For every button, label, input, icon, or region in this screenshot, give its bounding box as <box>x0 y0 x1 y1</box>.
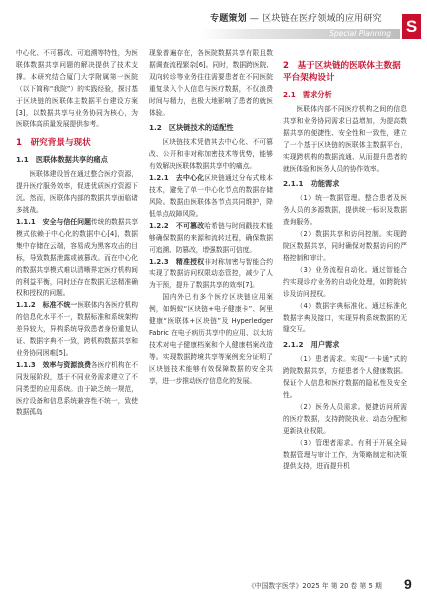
subsection-heading: 2.1.1 功能需求 <box>283 179 340 189</box>
page-number: 9 <box>404 576 412 592</box>
subsection-heading: 2.1.2 用户需求 <box>283 340 340 350</box>
paragraph: （3）管理者需求。有利于开展全局数据管理与审计工作，为策略制定和决策提供支持，进而提升机 <box>283 438 407 471</box>
column-3 <box>283 48 407 473</box>
title-separator: — <box>246 14 263 24</box>
subsection-heading: 2.1 需求分析 <box>283 90 332 99</box>
paragraph: 中心化、不可篡改、可追溯等特性，为医联体数据共享问题的解决提供了技术支撑。本研究结合厦门大学附属第一医院（以下简称“我院”）的实践经验，探讨基于区块链的医联体主数据平台建设方案[3]，以数据共享与业务协同为核心，为医联体高质量发展提供参考。 <box>16 49 138 129</box>
section-label: 专题策划 <box>210 14 247 24</box>
paragraph <box>16 360 138 420</box>
paragraph: 区块链技术凭借其去中心化、不可篡改、公开和非对称加密技术等优势，能够有效解决医联体数据共享中的痛点。 <box>149 138 273 171</box>
subsection-heading: 1.2 区块链技术的适配性 <box>149 123 234 133</box>
column-2 <box>149 48 273 387</box>
paragraph: 现象普遍存在，各医院数据共享有限且数据调查流程繁杂[6]。同时，数据跨医院、双向转诊等业务往往需要患者在不同医院重复录入个人信息与医疗数据，不仅浪费时间与精力，也极大地影响了患者的就医体验。 <box>149 49 273 117</box>
subheading-inline: 1.2.1 去中心化 <box>149 174 205 183</box>
subsection-heading: 1.1 医联体数据共享的痛点 <box>16 155 108 165</box>
paragraph <box>149 257 273 293</box>
paragraph-text: 哈希链与时间戳技术能够确保数据的来源和流转过程，确保数据可追溯、防篡改，增强数据可信度。 <box>149 221 273 254</box>
subheading-inline: 1.1.2 标准不统一 <box>16 301 78 310</box>
paragraph: （2）数据共享和访问控制。实现跨院区数据共享，同时确保对数据访问的严格控制和审计。 <box>283 230 407 262</box>
subheading-inline: 1.2.2 不可篡改 <box>149 221 205 230</box>
paragraph: （3）业务流程自动化。通过智能合约实现诊疗业务的自动化处理，如跨院转诊及访问授权。 <box>283 265 407 298</box>
section-english: Special Planning <box>329 29 391 38</box>
paragraph-text: 传统的数据共享模式依赖于中心化的数据中心[4]，数据集中存储在云端，容易成为黑客攻击的目标，导致数据泄露或被篡改。而在中心化的数据共享模式难以清晰界定医疗机构间的利益平衡，同时还存在数据无法精准确权和授权的问题。 <box>16 217 139 298</box>
paragraph-text: 区块链通过分布式账本技术，避免了单一中心化节点的数据存储风险。数据由医联体各节点共同维护，降低单点故障风险。 <box>149 174 273 218</box>
column-1 <box>16 48 138 419</box>
subheading-inline: 1.2.3 精准授权 <box>149 257 205 266</box>
running-title <box>210 11 382 24</box>
page-footer <box>0 576 427 596</box>
paragraph: （1）患者需求。实现“一卡通”式的跨院数据共享，方便患者个人健康数据。保证个人信息和医疗数据的隐私性及安全性。 <box>283 355 407 400</box>
section-heading: 2 基于区块链的医联体主数据平台架构设计 <box>283 61 401 83</box>
page-header <box>0 0 427 40</box>
topic-label: 区块链在医疗领域的应用研究 <box>262 14 382 24</box>
section-logo: S <box>402 14 421 39</box>
paragraph <box>149 221 273 257</box>
paragraph: 医联体内部不同医疗机构之间的信息共享和业务协同需求日益增加，为提高数据共享的便捷性、安全性和一致性，建立了一个基于区块链的医联体主数据平台，实现跨机构的数据流通、从而提升患者的就医体验和医务人员的协作效率。 <box>283 105 407 173</box>
subheading-inline: 1.1.3 效率与资源浪费 <box>16 360 92 369</box>
paragraph-text: 各医疗机构在不同发展阶段，基于不同业务需求建立了不同类型的应用系统。由于缺乏统一规范，医疗设备和信息系统兼容性不统一，致使数据孤岛 <box>16 360 139 417</box>
subheading-inline: 1.1.1 安全与信任问题 <box>16 217 92 226</box>
paragraph <box>16 300 138 360</box>
journal-citation: 《中国数字医学》2025 年 第 20 卷 第 5 期 <box>248 582 382 590</box>
paragraph <box>16 217 138 300</box>
paragraph <box>149 173 273 221</box>
article-body <box>0 48 427 568</box>
paragraph-text: 非对称加密与智能合约实现了数据访问权限动态管控，减少了人为干预，提升了数据共享的效率[7]。 <box>149 257 273 290</box>
paragraph: （2）医务人员需求。便捷访问所需的医疗数据，支持跨院执业、动态分配和更新执业权限。 <box>283 402 407 435</box>
paragraph: 国内外已有多个医疗区块链应用案例，如蚂蚁“区块链+电子健康卡”、阿里健康“医联体+区块链”及 Hyperledger Fabric 在电子病历共享中的应用、以太坊技术对电子健康档案和个人健康档案改造等。实现数据跨境共享等案例充分证明了区块链技术能够有效保障数据的安全共享，进一步推动医疗信息化的发展。 <box>149 293 273 385</box>
paragraph: （4）数据字典标准化。通过标准化数据字典及接口，实现异构系统数据的无缝交互。 <box>283 301 407 334</box>
paragraph: （1）统一数据管理。整合患者及医务人员的多源数据，提供统一标识及数据查询服务。 <box>283 194 407 227</box>
section-heading: 1 研究背景与现状 <box>16 138 91 149</box>
paragraph-text: 医联体内各医疗机构的信息化水平不一，数据标准和系统架构差异较大，异构系统导致患者身份重复认证、数据字典不一致，跨机构数据共享和业务协同困难[5]。 <box>16 301 138 357</box>
paragraph: 医联体建设旨在通过整合医疗资源，提升医疗服务效率，促进优质医疗资源下沉。然而，医联体内部的数据共享面临诸多挑战。 <box>16 170 138 215</box>
